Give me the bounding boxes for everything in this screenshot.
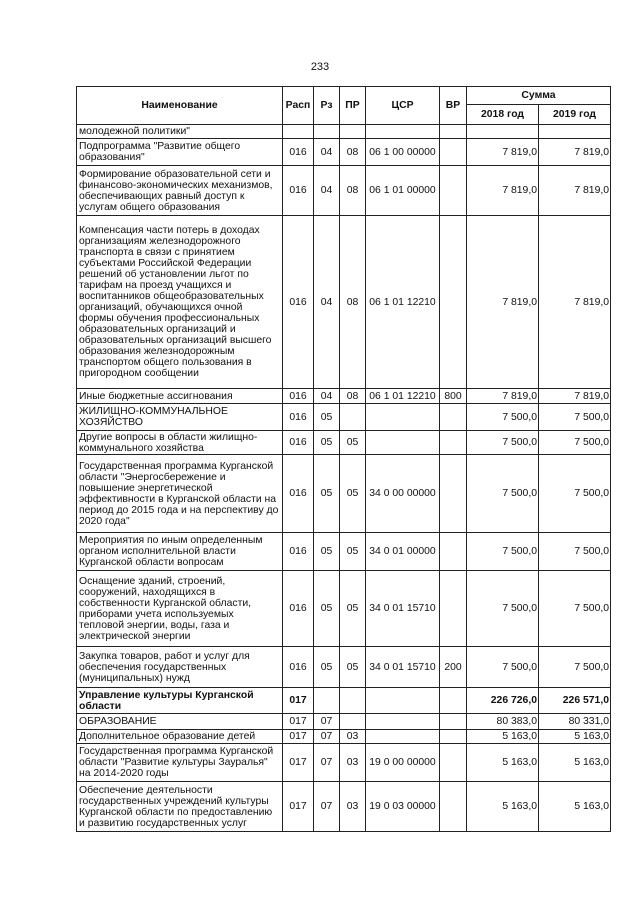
row-2018: 226 726,0 (467, 688, 539, 714)
row-csr: 06 1 01 00000 (366, 166, 440, 216)
row-name: Формирование образовательной сети и финансово-экономических механизмов, обеспечивающих равный доступ к услугам общего образования (77, 166, 283, 216)
row-csr (366, 125, 440, 139)
row-vr (440, 782, 467, 832)
row-2019: 7 500,0 (539, 647, 611, 688)
row-pr: 05 (340, 533, 366, 571)
table-row (77, 139, 611, 166)
row-name: Иные бюджетные ассигнования (77, 389, 283, 404)
table-row (77, 166, 611, 216)
row-2018: 7 500,0 (467, 571, 539, 647)
table-row (77, 688, 611, 714)
row-pr: 08 (340, 389, 366, 404)
row-2019: 7 500,0 (539, 571, 611, 647)
row-2018: 7 500,0 (467, 455, 539, 533)
row-name: Подпрограмма "Развитие общего образования" (77, 139, 283, 166)
table-row (77, 216, 611, 389)
header-name: Наименование (77, 87, 283, 125)
row-pr: 08 (340, 139, 366, 166)
row-name: Обеспечение деятельности государственных учреждений культуры Курганской области по предоставлению и развитию государственных услуг (77, 782, 283, 832)
row-pr (340, 714, 366, 730)
table-row (77, 714, 611, 730)
row-rz: 05 (314, 533, 340, 571)
row-rz: 05 (314, 455, 340, 533)
row-name: Управление культуры Курганской области (77, 688, 283, 714)
row-rz (314, 125, 340, 139)
row-rz: 05 (314, 404, 340, 431)
table-row (77, 125, 611, 139)
row-2019: 7 500,0 (539, 455, 611, 533)
row-2019: 226 571,0 (539, 688, 611, 714)
row-vr (440, 216, 467, 389)
row-2018: 5 163,0 (467, 744, 539, 782)
row-rasp: 016 (283, 431, 314, 455)
table-row (77, 744, 611, 782)
row-2018: 7 819,0 (467, 139, 539, 166)
page-number: 233 (310, 61, 330, 73)
table-row (77, 571, 611, 647)
row-2018: 5 163,0 (467, 730, 539, 744)
table-row (77, 533, 611, 571)
row-vr (440, 455, 467, 533)
row-pr: 03 (340, 744, 366, 782)
row-csr: 19 0 00 00000 (366, 744, 440, 782)
row-rz: 05 (314, 647, 340, 688)
row-rasp: 016 (283, 647, 314, 688)
row-vr (440, 688, 467, 714)
row-pr: 05 (340, 431, 366, 455)
row-name: Государственная программа Курганской области "Энергосбережение и повышение энергетической эффективности в Курганской области на период до 2015 года и на перспективу до 2020 года" (77, 455, 283, 533)
row-csr: 06 1 00 00000 (366, 139, 440, 166)
row-pr: 08 (340, 166, 366, 216)
table-row (77, 455, 611, 533)
row-2019: 5 163,0 (539, 730, 611, 744)
row-pr: 08 (340, 216, 366, 389)
row-pr (340, 688, 366, 714)
table-row (77, 404, 611, 431)
row-rasp: 017 (283, 782, 314, 832)
row-name: Мероприятия по иным определенным органом исполнительной власти Курганской области вопросам (77, 533, 283, 571)
row-csr: 06 1 01 12210 (366, 216, 440, 389)
row-rz: 04 (314, 216, 340, 389)
header-year-2018: 2018 год (467, 105, 539, 125)
row-vr (440, 571, 467, 647)
row-name: ЖИЛИЩНО-КОММУНАЛЬНОЕ ХОЗЯЙСТВО (77, 404, 283, 431)
row-vr: 800 (440, 389, 467, 404)
header-sum: Сумма (467, 87, 611, 105)
row-2019: 7 500,0 (539, 404, 611, 431)
row-rasp: 016 (283, 571, 314, 647)
row-vr (440, 730, 467, 744)
row-2018: 7 500,0 (467, 533, 539, 571)
row-2019: 7 819,0 (539, 216, 611, 389)
row-rasp: 016 (283, 455, 314, 533)
header-row-top (77, 87, 611, 105)
row-2019: 7 500,0 (539, 431, 611, 455)
row-rz: 05 (314, 431, 340, 455)
row-name: ОБРАЗОВАНИЕ (77, 714, 283, 730)
row-rz: 05 (314, 571, 340, 647)
row-pr (340, 404, 366, 431)
row-csr: 06 1 01 12210 (366, 389, 440, 404)
table-row (77, 782, 611, 832)
row-2018: 7 500,0 (467, 404, 539, 431)
row-csr: 34 0 01 15710 (366, 647, 440, 688)
row-rz (314, 688, 340, 714)
row-csr: 34 0 00 00000 (366, 455, 440, 533)
row-vr (440, 714, 467, 730)
row-rasp: 017 (283, 744, 314, 782)
row-rz: 07 (314, 744, 340, 782)
row-vr (440, 404, 467, 431)
row-name: Оснащение зданий, строений, сооружений, находящихся в собственности Курганской области, приборами учета используемых тепловой энергии, воды, газа и электрической энергии (77, 571, 283, 647)
row-2018: 80 383,0 (467, 714, 539, 730)
row-rasp: 016 (283, 533, 314, 571)
row-rasp (283, 125, 314, 139)
row-csr (366, 431, 440, 455)
row-rz: 04 (314, 166, 340, 216)
row-vr: 200 (440, 647, 467, 688)
row-vr (440, 139, 467, 166)
row-csr (366, 404, 440, 431)
header-csr: ЦСР (366, 87, 440, 125)
row-rasp: 017 (283, 730, 314, 744)
row-csr: 19 0 03 00000 (366, 782, 440, 832)
table-row (77, 730, 611, 744)
table-row (77, 389, 611, 404)
row-vr (440, 431, 467, 455)
row-name: Закупка товаров, работ и услуг для обеспечения государственных (муниципальных) нужд (77, 647, 283, 688)
row-2019: 7 819,0 (539, 389, 611, 404)
row-csr: 34 0 01 15710 (366, 571, 440, 647)
row-2018: 5 163,0 (467, 782, 539, 832)
row-2019: 80 331,0 (539, 714, 611, 730)
row-2019: 7 500,0 (539, 533, 611, 571)
row-rz: 07 (314, 730, 340, 744)
header-year-2019: 2019 год (539, 105, 611, 125)
row-rasp: 017 (283, 688, 314, 714)
row-rasp: 016 (283, 139, 314, 166)
row-vr (440, 744, 467, 782)
row-2019: 7 819,0 (539, 139, 611, 166)
row-name: Компенсация части потерь в доходах организациям железнодорожного транспорта в связи с принятием субъектами Российской Федерации решений об установлении льгот по тарифам на проезд учащихся и воспитанников общеобразовательных организаций, обучающихся очной формы обучения профессиональных образовательных организаций и образовательных организаций высшего образования железнодорожным транспортом общего пользования в пригородном сообщении (77, 216, 283, 389)
row-2018: 7 500,0 (467, 431, 539, 455)
row-csr: 34 0 01 00000 (366, 533, 440, 571)
table-row (77, 431, 611, 455)
row-2018: 7 819,0 (467, 389, 539, 404)
row-pr: 03 (340, 730, 366, 744)
row-name: Государственная программа Курганской области "Развитие культуры Зауралья" на 2014-2020 годы (77, 744, 283, 782)
row-2018: 7 819,0 (467, 166, 539, 216)
row-pr (340, 125, 366, 139)
row-name: Другие вопросы в области жилищно-коммунального хозяйства (77, 431, 283, 455)
row-pr: 03 (340, 782, 366, 832)
row-2019: 5 163,0 (539, 782, 611, 832)
row-rasp: 016 (283, 404, 314, 431)
row-2019 (539, 125, 611, 139)
row-rasp: 016 (283, 389, 314, 404)
row-rasp: 016 (283, 216, 314, 389)
row-rasp: 016 (283, 166, 314, 216)
row-vr (440, 533, 467, 571)
row-csr (366, 714, 440, 730)
header-rasp: Расп (283, 87, 314, 125)
header-rz: Рз (314, 87, 340, 125)
row-2018: 7 500,0 (467, 647, 539, 688)
row-pr: 05 (340, 647, 366, 688)
header-pr: ПР (340, 87, 366, 125)
row-vr (440, 125, 467, 139)
row-rasp: 017 (283, 714, 314, 730)
row-rz: 04 (314, 389, 340, 404)
row-csr (366, 688, 440, 714)
table-row (77, 647, 611, 688)
row-rz: 07 (314, 714, 340, 730)
row-2019: 5 163,0 (539, 744, 611, 782)
row-rz: 04 (314, 139, 340, 166)
header-vr: ВР (440, 87, 467, 125)
row-name: молодежной политики" (77, 125, 283, 139)
row-2018 (467, 125, 539, 139)
row-pr: 05 (340, 455, 366, 533)
budget-table (76, 86, 611, 832)
row-2018: 7 819,0 (467, 216, 539, 389)
row-2019: 7 819,0 (539, 166, 611, 216)
row-vr (440, 166, 467, 216)
row-csr (366, 730, 440, 744)
row-pr: 05 (340, 571, 366, 647)
row-rz: 07 (314, 782, 340, 832)
row-name: Дополнительное образование детей (77, 730, 283, 744)
